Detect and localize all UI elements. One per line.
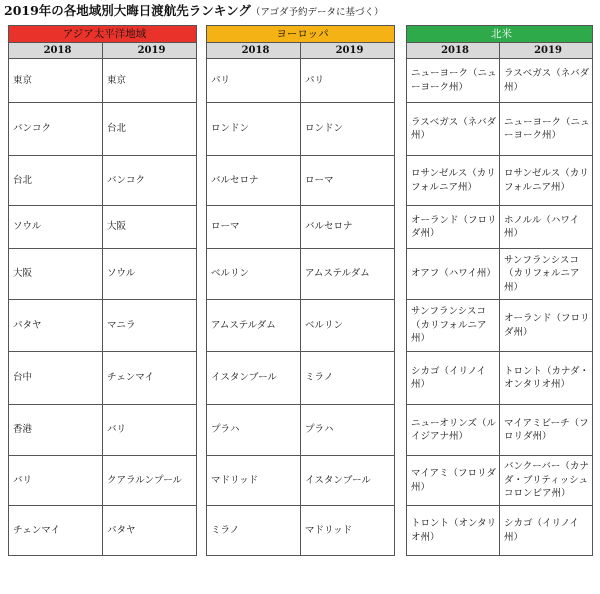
table-row: [407, 103, 593, 156]
city-2019-cell: チェンマイ: [103, 352, 197, 405]
city-2019-cell: バンクーバー（カナダ・ブリティッシュコロンビア州）: [500, 456, 593, 506]
city-2018-cell: サンフランシスコ（カリフォルニア州）: [407, 300, 500, 352]
city-2019-cell: 東京: [103, 59, 197, 103]
title-main: 2019年の各地域別大晦日渡航先ランキング: [4, 3, 251, 18]
city-2019-cell: ソウル: [103, 249, 197, 300]
city-2019-cell: ミラノ: [301, 352, 395, 405]
city-2019-cell: バルセロナ: [301, 206, 395, 249]
city-2018-cell: 台中: [9, 352, 103, 405]
table-row: [407, 352, 593, 405]
table-row: [407, 405, 593, 456]
table-row: [407, 456, 593, 506]
table-row: [207, 352, 395, 405]
page-title: [4, 2, 383, 20]
city-2018-cell: マドリッド: [207, 456, 301, 506]
table-row: [207, 405, 395, 456]
city-2018-cell: 大阪: [9, 249, 103, 300]
year-header-2018: 2018: [407, 43, 500, 59]
city-2018-cell: バンコク: [9, 103, 103, 156]
city-2018-cell: アムステルダム: [207, 300, 301, 352]
table-row: [207, 300, 395, 352]
city-2018-cell: パタヤ: [9, 300, 103, 352]
asia-rows: [9, 59, 197, 556]
city-2019-cell: バンコク: [103, 156, 197, 206]
city-2019-cell: バリ: [103, 405, 197, 456]
europe-rows: [207, 59, 395, 556]
table-row: [9, 59, 197, 103]
table-row: [207, 156, 395, 206]
city-2019-cell: ロサンゼルス（カリフォルニア州）: [500, 156, 593, 206]
table-row: [207, 456, 395, 506]
city-2018-cell: ニューオリンズ（ルイジアナ州）: [407, 405, 500, 456]
city-2018-cell: ラスベガス（ネバダ州）: [407, 103, 500, 156]
city-2019-cell: ローマ: [301, 156, 395, 206]
table-row: [9, 249, 197, 300]
table-row: [207, 206, 395, 249]
city-2019-cell: ラスベガス（ネバダ州）: [500, 59, 593, 103]
region-header-europe: ヨーロッパ: [207, 26, 395, 43]
city-2019-cell: マイアミビーチ（フロリダ州）: [500, 405, 593, 456]
city-2019-cell: オーランド（フロリダ州）: [500, 300, 593, 352]
table-row: [9, 300, 197, 352]
city-2018-cell: イスタンブール: [207, 352, 301, 405]
table-row: [9, 352, 197, 405]
city-2018-cell: プラハ: [207, 405, 301, 456]
europe-table: [206, 25, 395, 556]
city-2019-cell: イスタンブール: [301, 456, 395, 506]
table-row: [9, 405, 197, 456]
region-header-north-america: 北米: [407, 26, 593, 43]
city-2018-cell: ローマ: [207, 206, 301, 249]
city-2019-cell: サンフランシスコ（カリフォルニア州）: [500, 249, 593, 300]
table-row: [407, 156, 593, 206]
city-2018-cell: ニューヨーク（ニューヨーク州）: [407, 59, 500, 103]
city-2018-cell: シカゴ（イリノイ州）: [407, 352, 500, 405]
year-header-2018: 2018: [9, 43, 103, 59]
city-2018-cell: チェンマイ: [9, 506, 103, 556]
city-2018-cell: バルセロナ: [207, 156, 301, 206]
city-2019-cell: パリ: [301, 59, 395, 103]
city-2018-cell: オアフ（ハワイ州）: [407, 249, 500, 300]
city-2018-cell: マイアミ（フロリダ州）: [407, 456, 500, 506]
table-row: [207, 103, 395, 156]
table-row: [9, 206, 197, 249]
city-2019-cell: ホノルル（ハワイ州）: [500, 206, 593, 249]
city-2019-cell: マニラ: [103, 300, 197, 352]
city-2019-cell: 大阪: [103, 206, 197, 249]
year-header-2019: 2019: [301, 43, 395, 59]
city-2019-cell: シカゴ（イリノイ州）: [500, 506, 593, 556]
city-2018-cell: ソウル: [9, 206, 103, 249]
city-2018-cell: 台北: [9, 156, 103, 206]
table-row: [407, 506, 593, 556]
city-2018-cell: ベルリン: [207, 249, 301, 300]
city-2018-cell: 香港: [9, 405, 103, 456]
table-row: [9, 506, 197, 556]
city-2019-cell: ベルリン: [301, 300, 395, 352]
city-2018-cell: パリ: [207, 59, 301, 103]
table-row: [407, 300, 593, 352]
city-2018-cell: ミラノ: [207, 506, 301, 556]
north-america-table: [406, 25, 593, 556]
city-2018-cell: オーランド（フロリダ州）: [407, 206, 500, 249]
city-2019-cell: プラハ: [301, 405, 395, 456]
north-america-rows: [407, 59, 593, 556]
region-header-asia: アジア太平洋地域: [9, 26, 197, 43]
table-row: [9, 456, 197, 506]
table-row: [207, 506, 395, 556]
table-row: [407, 206, 593, 249]
city-2018-cell: ロサンゼルス（カリフォルニア州）: [407, 156, 500, 206]
city-2018-cell: バリ: [9, 456, 103, 506]
year-header-2019: 2019: [103, 43, 197, 59]
table-row: [407, 59, 593, 103]
city-2019-cell: パタヤ: [103, 506, 197, 556]
table-row: [407, 249, 593, 300]
year-header-2018: 2018: [207, 43, 301, 59]
city-2018-cell: トロント（オンタリオ州）: [407, 506, 500, 556]
city-2019-cell: クアラルンプール: [103, 456, 197, 506]
asia-pacific-table: [8, 25, 197, 556]
city-2019-cell: マドリッド: [301, 506, 395, 556]
city-2019-cell: トロント（カナダ・オンタリオ州）: [500, 352, 593, 405]
city-2019-cell: ロンドン: [301, 103, 395, 156]
table-row: [9, 103, 197, 156]
city-2019-cell: アムステルダム: [301, 249, 395, 300]
city-2019-cell: 台北: [103, 103, 197, 156]
city-2018-cell: ロンドン: [207, 103, 301, 156]
year-header-2019: 2019: [500, 43, 593, 59]
city-2019-cell: ニューヨーク（ニューヨーク州）: [500, 103, 593, 156]
title-note: （アゴダ予約データに基づく）: [250, 7, 384, 18]
city-2018-cell: 東京: [9, 59, 103, 103]
table-row: [207, 249, 395, 300]
table-row: [9, 156, 197, 206]
table-row: [207, 59, 395, 103]
